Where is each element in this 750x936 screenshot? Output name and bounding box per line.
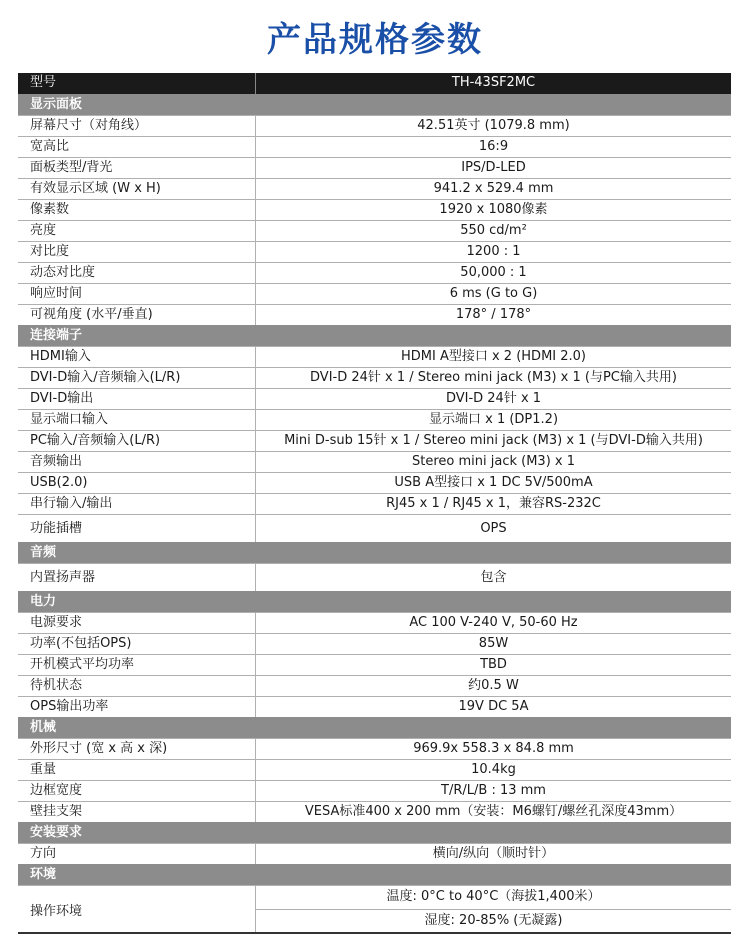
spec-row [18, 430, 731, 451]
spec-label: 可视角度 (水平/垂直) [30, 307, 153, 322]
spec-row [18, 696, 731, 717]
spec-label: 电源要求 [30, 615, 83, 630]
section-header [18, 822, 731, 843]
spec-row [18, 738, 731, 759]
spec-row [18, 304, 731, 325]
spec-label: 宽高比 [30, 139, 70, 154]
spec-row [18, 136, 731, 157]
model-header-row [18, 73, 731, 94]
spec-row [18, 178, 731, 199]
section-title: 电力 [30, 594, 57, 609]
spec-row [18, 563, 731, 591]
spec-label: 有效显示区域 (W x H) [30, 181, 161, 196]
spec-value: 19V DC 5A [255, 697, 731, 717]
spec-value: DVI-D 24针 x 1 [255, 389, 731, 409]
spec-label: 串行输入/输出 [30, 496, 113, 511]
page-title-bar [0, 0, 750, 72]
spec-label: 动态对比度 [30, 265, 96, 280]
spec-row [18, 199, 731, 220]
spec-row [18, 115, 731, 136]
spec-row [18, 759, 731, 780]
spec-label: 显示端口输入 [30, 412, 109, 427]
spec-label: USB(2.0) [30, 475, 88, 490]
spec-label: 操作环境 [30, 903, 83, 919]
spec-value: 显示端口 x 1 (DP1.2) [255, 410, 731, 430]
section-header [18, 591, 731, 612]
model-label: 型号 [30, 75, 57, 90]
spec-value: 16:9 [255, 137, 731, 157]
spec-value: DVI-D 24针 x 1 / Stereo mini jack (M3) x 1 (与PC输入共用) [255, 368, 731, 388]
spec-row [18, 801, 731, 822]
spec-value: 50,000 : 1 [255, 263, 731, 283]
spec-row [18, 451, 731, 472]
spec-value: USB A型接口 x 1 DC 5V/500mA [255, 473, 731, 493]
spec-value: 941.2 x 529.4 mm [255, 179, 731, 199]
spec-label: 像素数 [30, 202, 70, 217]
model-value: TH-43SF2MC [255, 73, 731, 94]
spec-row [18, 780, 731, 801]
spec-value: 178° / 178° [255, 305, 731, 325]
spec-row [18, 654, 731, 675]
spec-value: IPS/D-LED [255, 158, 731, 178]
spec-value: 6 ms (G to G) [255, 284, 731, 304]
spec-row [18, 493, 731, 514]
spec-label: 重量 [30, 762, 57, 777]
section-header [18, 94, 731, 115]
spec-row [18, 388, 731, 409]
spec-value: Stereo mini jack (M3) x 1 [255, 452, 731, 472]
spec-value: 969.9x 558.3 x 84.8 mm [255, 739, 731, 759]
spec-value: HDMI A型接口 x 2 (HDMI 2.0) [255, 347, 731, 367]
spec-values [255, 886, 731, 932]
section-title: 连接端子 [30, 328, 83, 343]
spec-label: 边框宽度 [30, 783, 83, 798]
spec-label: 亮度 [30, 223, 57, 238]
spec-row [18, 220, 731, 241]
page-title: 产品规格参数 [267, 19, 483, 60]
spec-value: 1200 : 1 [255, 242, 731, 262]
section-title: 音频 [30, 545, 57, 560]
spec-value: 约0.5 W [255, 676, 731, 696]
spec-label: 面板类型/背光 [30, 160, 113, 175]
section-title: 机械 [30, 720, 57, 735]
spec-row [18, 157, 731, 178]
section-header [18, 864, 731, 885]
spec-value: 550 cd/m² [255, 221, 731, 241]
section-title: 显示面板 [30, 97, 83, 112]
spec-row [18, 262, 731, 283]
spec-label: 功率(不包括OPS) [30, 636, 132, 651]
spec-value: 包含 [255, 564, 731, 591]
spec-value: OPS [255, 515, 731, 542]
spec-value: 85W [255, 634, 731, 654]
spec-value: 温度: 0°C to 40°C（海拔1,400米） [386, 889, 601, 904]
spec-row [18, 283, 731, 304]
spec-label: 音频输出 [30, 454, 83, 469]
spec-label: 内置扬声器 [30, 570, 96, 585]
section-title: 安装要求 [30, 825, 83, 840]
spec-row [18, 633, 731, 654]
spec-label: HDMI输入 [30, 349, 91, 364]
spec-label: DVI-D输出 [30, 391, 94, 406]
spec-value: VESA标准400 x 200 mm（安装：M6螺钉/螺丝孔深度43mm） [255, 802, 731, 822]
spec-row [18, 241, 731, 262]
spec-value: T/R/L/B : 13 mm [255, 781, 731, 801]
spec-label: 待机状态 [30, 678, 83, 693]
spec-value: AC 100 V-240 V, 50-60 Hz [255, 613, 731, 633]
spec-value: Mini D-sub 15针 x 1 / Stereo mini jack (M3) x 1 (与DVI-D输入共用) [255, 431, 731, 451]
spec-label: OPS输出功率 [30, 699, 109, 714]
spec-value: RJ45 x 1 / RJ45 x 1，兼容RS-232C [255, 494, 731, 514]
section-header [18, 542, 731, 563]
spec-value: 横向/纵向（顺时针） [255, 844, 731, 864]
spec-row [18, 843, 731, 864]
spec-row [18, 472, 731, 493]
spec-value: 42.51英寸 (1079.8 mm) [255, 116, 731, 136]
spec-row [18, 346, 731, 367]
spec-label: 外形尺寸 (宽 x 高 x 深) [30, 741, 168, 756]
spec-value: 1920 x 1080像素 [255, 200, 731, 220]
spec-label: PC输入/音频输入(L/R) [30, 433, 161, 448]
spec-label: 开机模式平均功率 [30, 657, 135, 672]
spec-value: 10.4kg [255, 760, 731, 780]
spec-table [18, 73, 731, 934]
spec-value: 湿度: 20-85% (无凝露) [256, 909, 731, 932]
spec-label: 对比度 [30, 244, 70, 259]
spec-row [18, 367, 731, 388]
spec-row [18, 514, 731, 542]
spec-label: 方向 [30, 846, 57, 861]
spec-row [18, 409, 731, 430]
section-header [18, 325, 731, 346]
spec-label: 响应时间 [30, 286, 83, 301]
section-title: 环境 [30, 867, 57, 882]
spec-label: DVI-D输入/音频输入(L/R) [30, 370, 181, 385]
spec-row [18, 675, 731, 696]
spec-label: 功能插槽 [30, 521, 83, 536]
spec-row [18, 612, 731, 633]
spec-label: 壁挂支架 [30, 804, 83, 819]
spec-label: 屏幕尺寸（对角线） [30, 118, 148, 133]
spec-row-multi [18, 885, 731, 932]
section-header [18, 717, 731, 738]
spec-value: TBD [255, 655, 731, 675]
